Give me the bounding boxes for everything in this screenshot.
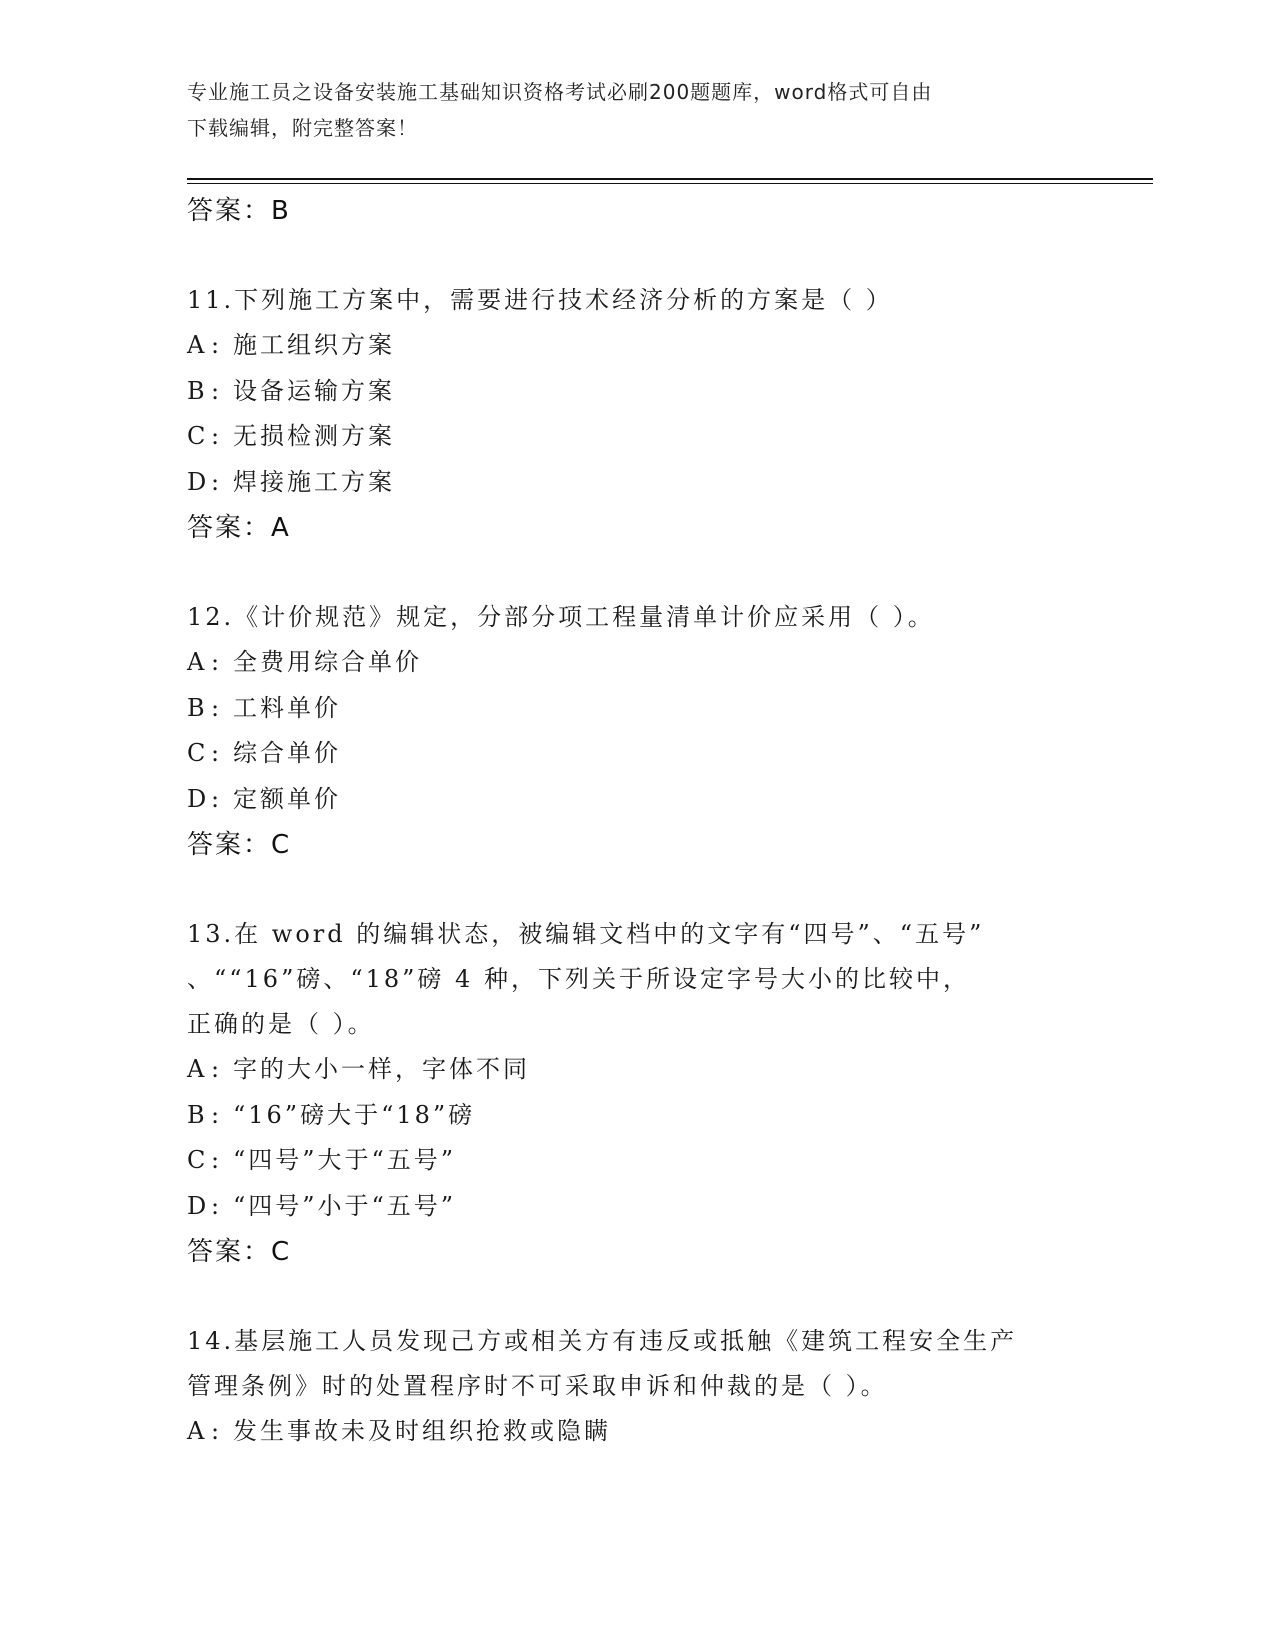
option-a: A : 发生事故未及时组织抢救或隐瞒 (187, 1417, 611, 1445)
option-c: C : “四号”大于“五号” (187, 1146, 457, 1174)
answer-label: 答案： (187, 196, 272, 226)
answer: 答案：C (187, 1237, 292, 1267)
option-a: A : 施工组织方案 (187, 331, 395, 359)
question-number: 13. (187, 920, 235, 948)
header-line-2: 下载编辑，附完整答案！ (187, 116, 418, 140)
option-d: D: 焊接施工方案 (187, 467, 395, 496)
previous-answer (187, 188, 1107, 234)
question-text-line-2: 、““16”磅、“18”磅 4 种，下列关于所设定字号大小的比较中， (187, 965, 970, 993)
question-text: 12.《计价规范》规定，分部分项工程量清单计价应采用（ ）。 (187, 603, 935, 631)
question-number: 11. (187, 286, 235, 314)
question-text-line-2: 管理条例》时的处置程序时不可采取申诉和仲裁的是（ ）。 (187, 1372, 888, 1400)
header-divider-thin (187, 183, 1153, 184)
question-14 (187, 1319, 1107, 1455)
option-d: D: 定额单价 (187, 784, 341, 813)
answer-value: B (271, 196, 291, 226)
option-b: B : “16”磅大于“18”磅 (187, 1100, 476, 1129)
header-line-1: 专业施工员之设备安装施工基础知识资格考试必刷200题题库，word格式可自由 (187, 80, 933, 104)
question-number: 14. (187, 1327, 235, 1355)
question-text: 11.下列施工方案中，需要进行技术经济分析的方案是（ ） (187, 286, 893, 314)
answer: 答案：A (187, 513, 291, 543)
option-d: D: “四号”小于“五号” (187, 1191, 457, 1220)
question-12 (187, 595, 1107, 868)
question-13 (187, 912, 1107, 1275)
question-11 (187, 278, 1107, 551)
option-b: B : 设备运输方案 (187, 376, 395, 405)
header-divider (187, 178, 1153, 180)
answer: 答案：C (187, 830, 292, 860)
option-c: C : 无损检测方案 (187, 422, 395, 450)
question-list (187, 188, 1107, 1455)
question-text: 13.在 word 的编辑状态，被编辑文档中的文字有“四号”、“五号” (187, 920, 985, 948)
document-header (187, 74, 1067, 146)
question-number: 12. (187, 603, 235, 631)
option-a: A : 全费用综合单价 (187, 648, 422, 676)
option-c: C : 综合单价 (187, 739, 341, 767)
question-text: 14.基层施工人员发现己方或相关方有违反或抵触《建筑工程安全生产 (187, 1327, 1018, 1355)
question-text-line-3: 正确的是（ ）。 (187, 1010, 375, 1038)
option-b: B : 工料单价 (187, 693, 341, 722)
option-a: A : 字的大小一样，字体不同 (187, 1055, 530, 1083)
